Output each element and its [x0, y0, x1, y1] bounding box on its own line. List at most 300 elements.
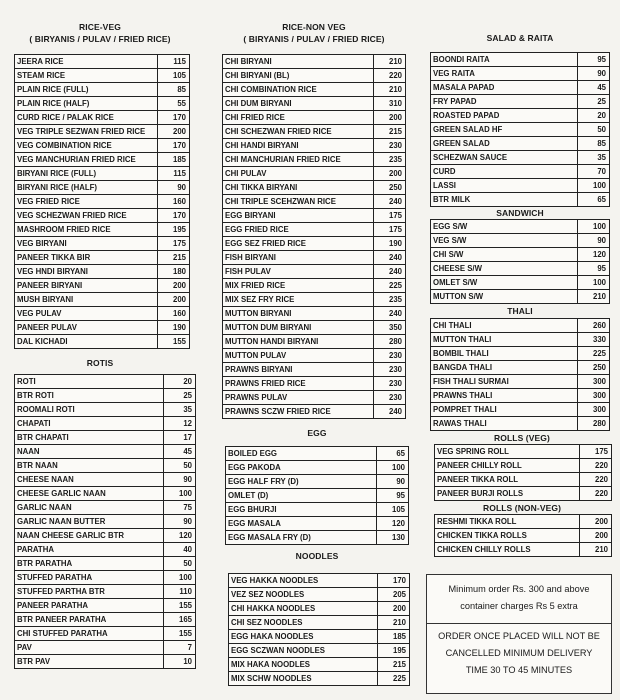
menu-item-name: BOMBIL THALI	[431, 347, 578, 361]
salad-raita-title: SALAD & RAITA	[486, 33, 554, 43]
menu-item-price: 35	[164, 403, 196, 417]
menu-item-name: CHI MANCHURIAN FRIED RICE	[223, 153, 374, 167]
menu-item-row	[15, 209, 190, 223]
menu-item-name: PANEER PARATHA	[15, 599, 164, 613]
menu-item-price: 105	[158, 69, 190, 83]
menu-item-price: 280	[374, 335, 406, 349]
menu-item-name: SCHEZWAN SAUCE	[431, 151, 578, 165]
menu-item-row	[15, 445, 196, 459]
menu-item-row	[435, 473, 612, 487]
menu-item-name: CHI SCHEZWAN FRIED RICE	[223, 125, 374, 139]
menu-item-name: OMLET S/W	[431, 276, 578, 290]
noodles-title: NOODLES	[295, 551, 339, 561]
menu-item-price: 12	[164, 417, 196, 431]
menu-item-row	[223, 307, 406, 321]
salad-raita-table	[430, 52, 610, 207]
menu-item-row	[15, 195, 190, 209]
menu-item-price: 70	[578, 165, 610, 179]
menu-item-price: 220	[580, 473, 612, 487]
menu-item-row	[431, 137, 610, 151]
menu-item-name: CHI COMBINATION RICE	[223, 83, 374, 97]
menu-item-name: EGG SCZWAN NOODLES	[229, 644, 378, 658]
menu-item-row	[15, 473, 196, 487]
menu-item-price: 215	[378, 658, 410, 672]
menu-item-price: 90	[578, 234, 610, 248]
menu-item-row	[223, 237, 406, 251]
menu-item-name: CHI TIKKA BIRYANI	[223, 181, 374, 195]
menu-item-row	[431, 361, 610, 375]
menu-item-name: CHEESE NAAN	[15, 473, 164, 487]
menu-item-price: 170	[158, 209, 190, 223]
menu-item-row	[15, 167, 190, 181]
rice-nonveg-subtitle: ( BIRYANIS / PULAV / FRIED RICE)	[243, 34, 385, 44]
menu-item-name: BTR CHAPATI	[15, 431, 164, 445]
menu-item-name: EGG HALF FRY (D)	[226, 475, 377, 489]
menu-item-name: VEG HNDI BIRYANI	[15, 265, 158, 279]
menu-item-row	[431, 262, 610, 276]
menu-item-name: EGG MASALA	[226, 517, 377, 531]
menu-item-row	[223, 223, 406, 237]
menu-item-row	[15, 375, 196, 389]
menu-item-row	[431, 347, 610, 361]
menu-item-row	[15, 139, 190, 153]
menu-item-row	[223, 279, 406, 293]
menu-item-row	[223, 391, 406, 405]
menu-item-name: MUTTON PULAV	[223, 349, 374, 363]
menu-item-price: 35	[578, 151, 610, 165]
menu-item-row	[431, 123, 610, 137]
menu-item-row	[223, 83, 406, 97]
menu-item-name: STEAM RICE	[15, 69, 158, 83]
delivery-time-note: TIME 30 TO 45 MINUTES	[465, 665, 573, 675]
menu-item-row	[435, 459, 612, 473]
menu-item-price: 95	[377, 489, 409, 503]
menu-item-row	[435, 529, 612, 543]
menu-item-row	[431, 151, 610, 165]
menu-item-row	[223, 363, 406, 377]
menu-item-row	[15, 265, 190, 279]
menu-item-row	[15, 571, 196, 585]
menu-item-name: CHI HANDI BIRYANI	[223, 139, 374, 153]
delivery-note: CANCELLED MINIMUM DELIVERY	[445, 648, 593, 658]
rolls-veg-table	[434, 444, 612, 501]
menu-item-name: BTR PAV	[15, 655, 164, 669]
menu-item-price: 100	[164, 571, 196, 585]
menu-item-price: 20	[578, 109, 610, 123]
menu-item-price: 190	[374, 237, 406, 251]
menu-item-price: 185	[158, 153, 190, 167]
menu-item-name: DAL KICHADI	[15, 335, 158, 349]
menu-item-name: PLAIN RICE (HALF)	[15, 97, 158, 111]
menu-item-price: 155	[164, 627, 196, 641]
menu-item-price: 230	[374, 139, 406, 153]
menu-item-row	[223, 265, 406, 279]
menu-item-row	[15, 529, 196, 543]
menu-item-row	[223, 97, 406, 111]
menu-item-name: EGG HAKA NOODLES	[229, 630, 378, 644]
menu-item-price: 175	[158, 237, 190, 251]
menu-item-price: 115	[158, 167, 190, 181]
menu-item-price: 240	[374, 195, 406, 209]
menu-item-name: MUSH BIRYANI	[15, 293, 158, 307]
menu-item-name: EGG BHURJI	[226, 503, 377, 517]
menu-item-price: 170	[158, 111, 190, 125]
menu-item-name: STUFFED PARTHA BTR	[15, 585, 164, 599]
menu-item-price: 260	[578, 319, 610, 333]
menu-item-name: EGG S/W	[431, 220, 578, 234]
menu-item-row	[15, 599, 196, 613]
menu-item-name: CHI DUM BIRYANI	[223, 97, 374, 111]
menu-item-price: 200	[158, 293, 190, 307]
menu-item-row	[431, 290, 610, 304]
menu-item-name: PAV	[15, 641, 164, 655]
thali-table	[430, 318, 610, 431]
menu-item-name: PANEER TIKKA BIR	[15, 251, 158, 265]
menu-item-name: EGG BIRYANI	[223, 209, 374, 223]
menu-item-row	[431, 81, 610, 95]
menu-item-row	[223, 335, 406, 349]
menu-item-name: VEG S/W	[431, 234, 578, 248]
menu-item-price: 240	[374, 251, 406, 265]
menu-item-row	[223, 111, 406, 125]
menu-item-name: NAAN	[15, 445, 164, 459]
menu-item-price: 90	[164, 515, 196, 529]
menu-item-price: 40	[164, 543, 196, 557]
menu-item-price: 100	[578, 276, 610, 290]
menu-item-name: PANEER BIRYANI	[15, 279, 158, 293]
menu-item-name: CHICKEN TIKKA ROLLS	[435, 529, 580, 543]
menu-item-name: OMLET (D)	[226, 489, 377, 503]
menu-item-price: 90	[158, 181, 190, 195]
menu-item-price: 75	[164, 501, 196, 515]
menu-item-row	[229, 658, 410, 672]
menu-item-price: 85	[158, 83, 190, 97]
menu-item-price: 115	[158, 55, 190, 69]
menu-item-price: 25	[578, 95, 610, 109]
menu-item-row	[431, 248, 610, 262]
menu-item-price: 90	[164, 473, 196, 487]
menu-item-name: POMPRET THALI	[431, 403, 578, 417]
menu-item-price: 105	[377, 503, 409, 517]
menu-item-price: 220	[580, 487, 612, 501]
menu-item-row	[15, 431, 196, 445]
menu-item-price: 90	[578, 67, 610, 81]
menu-item-price: 310	[374, 97, 406, 111]
menu-item-name: PARATHA	[15, 543, 164, 557]
menu-item-price: 235	[374, 153, 406, 167]
menu-item-name: MUTTON THALI	[431, 333, 578, 347]
menu-item-price: 200	[374, 167, 406, 181]
menu-item-price: 210	[374, 83, 406, 97]
menu-item-row	[229, 616, 410, 630]
rice-veg-table	[14, 54, 190, 349]
menu-item-price: 95	[578, 53, 610, 67]
menu-item-row	[229, 602, 410, 616]
menu-item-row	[15, 403, 196, 417]
menu-item-name: EGG PAKODA	[226, 461, 377, 475]
menu-item-name: ROASTED PAPAD	[431, 109, 578, 123]
menu-item-name: PANEER PULAV	[15, 321, 158, 335]
menu-item-price: 55	[158, 97, 190, 111]
menu-item-name: GARLIC NAAN	[15, 501, 164, 515]
menu-item-name: BTR NAAN	[15, 459, 164, 473]
menu-item-name: MIX HAKA NOODLES	[229, 658, 378, 672]
menu-item-row	[223, 349, 406, 363]
menu-item-row	[226, 531, 409, 545]
menu-item-price: 45	[578, 81, 610, 95]
menu-item-price: 175	[580, 445, 612, 459]
menu-item-name: MIX SCHW NOODLES	[229, 672, 378, 686]
menu-item-name: CHI S/W	[431, 248, 578, 262]
menu-item-name: BOILED EGG	[226, 447, 377, 461]
menu-item-row	[15, 321, 190, 335]
menu-item-price: 170	[158, 139, 190, 153]
menu-item-price: 220	[580, 459, 612, 473]
menu-item-row	[15, 251, 190, 265]
menu-item-price: 7	[164, 641, 196, 655]
menu-item-name: FISH PULAV	[223, 265, 374, 279]
menu-item-row	[226, 461, 409, 475]
menu-item-row	[226, 475, 409, 489]
menu-item-price: 195	[378, 644, 410, 658]
menu-item-price: 100	[164, 487, 196, 501]
menu-item-row	[431, 95, 610, 109]
menu-item-name: CURD	[431, 165, 578, 179]
menu-item-row	[15, 389, 196, 403]
menu-item-price: 95	[578, 262, 610, 276]
menu-item-name: PANEER CHILLY ROLL	[435, 459, 580, 473]
menu-item-row	[431, 417, 610, 431]
menu-item-price: 300	[578, 375, 610, 389]
menu-item-price: 50	[164, 459, 196, 473]
menu-item-name: PRAWNS PULAV	[223, 391, 374, 405]
menu-item-price: 350	[374, 321, 406, 335]
menu-item-name: NAAN CHEESE GARLIC BTR	[15, 529, 164, 543]
menu-item-price: 185	[378, 630, 410, 644]
menu-item-row	[431, 53, 610, 67]
menu-item-price: 17	[164, 431, 196, 445]
menu-item-row	[15, 557, 196, 571]
menu-item-price: 175	[374, 223, 406, 237]
menu-item-name: VEG RAITA	[431, 67, 578, 81]
menu-item-price: 160	[158, 307, 190, 321]
menu-item-row	[223, 69, 406, 83]
menu-item-row	[226, 517, 409, 531]
menu-item-name: PRAWNS BIRYANI	[223, 363, 374, 377]
menu-item-price: 210	[578, 290, 610, 304]
menu-item-name: BIRYANI RICE (FULL)	[15, 167, 158, 181]
menu-item-row	[226, 503, 409, 517]
menu-item-name: BTR PANEER PARATHA	[15, 613, 164, 627]
menu-item-name: CHAPATI	[15, 417, 164, 431]
menu-item-row	[226, 489, 409, 503]
menu-item-name: RESHMI TIKKA ROLL	[435, 515, 580, 529]
menu-item-name: GARLIC NAAN BUTTER	[15, 515, 164, 529]
menu-item-row	[15, 237, 190, 251]
noodles-table	[228, 573, 410, 686]
menu-item-row	[229, 672, 410, 686]
menu-item-price: 45	[164, 445, 196, 459]
menu-item-row	[15, 279, 190, 293]
menu-item-price: 200	[374, 111, 406, 125]
rolls-nonveg-title: ROLLS (NON-VEG)	[483, 503, 561, 513]
menu-item-name: VEG SPRING ROLL	[435, 445, 580, 459]
menu-item-row	[15, 655, 196, 669]
menu-item-name: PRAWNS THALI	[431, 389, 578, 403]
menu-item-price: 170	[378, 574, 410, 588]
menu-item-name: PANEER BURJI ROLLS	[435, 487, 580, 501]
menu-item-name: BIRYANI RICE (HALF)	[15, 181, 158, 195]
menu-item-row	[431, 375, 610, 389]
menu-item-name: VEG FRIED RICE	[15, 195, 158, 209]
menu-item-row	[435, 487, 612, 501]
menu-item-name: STUFFED PARATHA	[15, 571, 164, 585]
menu-item-price: 300	[578, 403, 610, 417]
menu-item-price: 230	[374, 349, 406, 363]
menu-item-name: VEG COMBINATION RICE	[15, 139, 158, 153]
menu-item-price: 215	[158, 251, 190, 265]
menu-item-row	[15, 125, 190, 139]
menu-item-row	[15, 83, 190, 97]
menu-item-row	[223, 377, 406, 391]
menu-item-name: CHI PULAV	[223, 167, 374, 181]
menu-item-name: CHI THALI	[431, 319, 578, 333]
menu-item-price: 225	[378, 672, 410, 686]
menu-item-row	[15, 97, 190, 111]
menu-item-name: MUTTON S/W	[431, 290, 578, 304]
rice-nonveg-title: RICE-NON VEG	[282, 22, 346, 32]
menu-item-name: ROTI	[15, 375, 164, 389]
menu-item-price: 85	[578, 137, 610, 151]
menu-item-price: 65	[377, 447, 409, 461]
menu-item-price: 300	[578, 389, 610, 403]
menu-item-row	[15, 543, 196, 557]
menu-item-price: 180	[158, 265, 190, 279]
menu-item-name: CHICKEN CHILLY ROLLS	[435, 543, 580, 557]
menu-item-row	[15, 613, 196, 627]
menu-item-name: VEG MANCHURIAN FRIED RICE	[15, 153, 158, 167]
menu-item-price: 155	[164, 599, 196, 613]
menu-item-price: 230	[374, 391, 406, 405]
menu-item-row	[431, 403, 610, 417]
menu-item-name: BTR MILK	[431, 193, 578, 207]
menu-item-name: MIX SEZ FRY RICE	[223, 293, 374, 307]
menu-item-price: 120	[164, 529, 196, 543]
menu-item-row	[15, 153, 190, 167]
menu-item-row	[223, 405, 406, 419]
menu-item-row	[15, 487, 196, 501]
menu-item-row	[15, 627, 196, 641]
rolls-nonveg-table	[434, 514, 612, 557]
menu-item-price: 240	[374, 265, 406, 279]
rice-nonveg-table	[222, 54, 406, 419]
menu-item-name: EGG SEZ FRIED RICE	[223, 237, 374, 251]
menu-item-row	[431, 109, 610, 123]
menu-item-row	[223, 321, 406, 335]
rice-veg-subtitle: ( BIRYANIS / PULAV / FRIED RICE)	[29, 34, 171, 44]
menu-item-row	[223, 293, 406, 307]
menu-item-price: 210	[374, 55, 406, 69]
menu-item-name: JEERA RICE	[15, 55, 158, 69]
menu-item-row	[431, 234, 610, 248]
menu-item-row	[435, 445, 612, 459]
menu-item-name: EGG FRIED RICE	[223, 223, 374, 237]
egg-table	[225, 446, 409, 545]
menu-item-price: 230	[374, 377, 406, 391]
sandwich-table	[430, 219, 610, 304]
menu-item-row	[223, 181, 406, 195]
menu-item-row	[431, 179, 610, 193]
menu-item-name: EGG MASALA FRY (D)	[226, 531, 377, 545]
menu-item-price: 100	[377, 461, 409, 475]
menu-item-name: PRAWNS SCZW FRIED RICE	[223, 405, 374, 419]
menu-item-row	[431, 333, 610, 347]
menu-item-price: 240	[374, 405, 406, 419]
menu-item-price: 215	[374, 125, 406, 139]
menu-item-name: MASHROOM FRIED RICE	[15, 223, 158, 237]
thali-title: THALI	[507, 306, 533, 316]
menu-item-row	[15, 111, 190, 125]
menu-item-name: PLAIN RICE (FULL)	[15, 83, 158, 97]
notes-divider	[427, 623, 611, 624]
menu-item-name: PRAWNS FRIED RICE	[223, 377, 374, 391]
menu-item-row	[223, 125, 406, 139]
menu-item-name: GREEN SALAD HF	[431, 123, 578, 137]
menu-item-price: 25	[164, 389, 196, 403]
order-notes-box	[426, 574, 612, 694]
menu-item-price: 120	[377, 517, 409, 531]
menu-item-price: 120	[578, 248, 610, 262]
container-charges-note: container charges Rs 5 extra	[460, 601, 578, 611]
menu-item-price: 240	[374, 307, 406, 321]
menu-item-price: 200	[378, 602, 410, 616]
menu-item-name: CHEESE GARLIC NAAN	[15, 487, 164, 501]
menu-item-price: 160	[158, 195, 190, 209]
menu-item-row	[223, 209, 406, 223]
menu-item-name: BOONDI RAITA	[431, 53, 578, 67]
menu-item-price: 165	[164, 613, 196, 627]
menu-item-row	[223, 139, 406, 153]
menu-item-row	[223, 167, 406, 181]
menu-item-row	[431, 276, 610, 290]
menu-item-price: 90	[377, 475, 409, 489]
menu-item-name: CHI FRIED RICE	[223, 111, 374, 125]
minimum-order-note: Minimum order Rs. 300 and above	[448, 584, 590, 594]
menu-item-price: 220	[374, 69, 406, 83]
menu-item-price: 230	[374, 363, 406, 377]
menu-item-row	[229, 574, 410, 588]
menu-item-name: CHI HAKKA NOODLES	[229, 602, 378, 616]
menu-item-row	[229, 630, 410, 644]
menu-item-name: CHI BIRYANI (BL)	[223, 69, 374, 83]
menu-item-price: 210	[580, 543, 612, 557]
menu-item-price: 225	[374, 279, 406, 293]
menu-item-row	[15, 307, 190, 321]
menu-item-row	[15, 223, 190, 237]
menu-item-name: CHEESE S/W	[431, 262, 578, 276]
menu-item-row	[229, 588, 410, 602]
menu-item-name: MUTTON DUM BIRYANI	[223, 321, 374, 335]
cancellation-note: ORDER ONCE PLACED WILL NOT BE	[438, 631, 600, 641]
menu-item-price: 200	[580, 529, 612, 543]
menu-item-name: PANEER TIKKA ROLL	[435, 473, 580, 487]
egg-title: EGG	[307, 428, 327, 438]
menu-item-row	[15, 459, 196, 473]
menu-item-row	[15, 55, 190, 69]
menu-item-price: 100	[578, 220, 610, 234]
menu-item-price: 110	[164, 585, 196, 599]
menu-item-row	[15, 69, 190, 83]
